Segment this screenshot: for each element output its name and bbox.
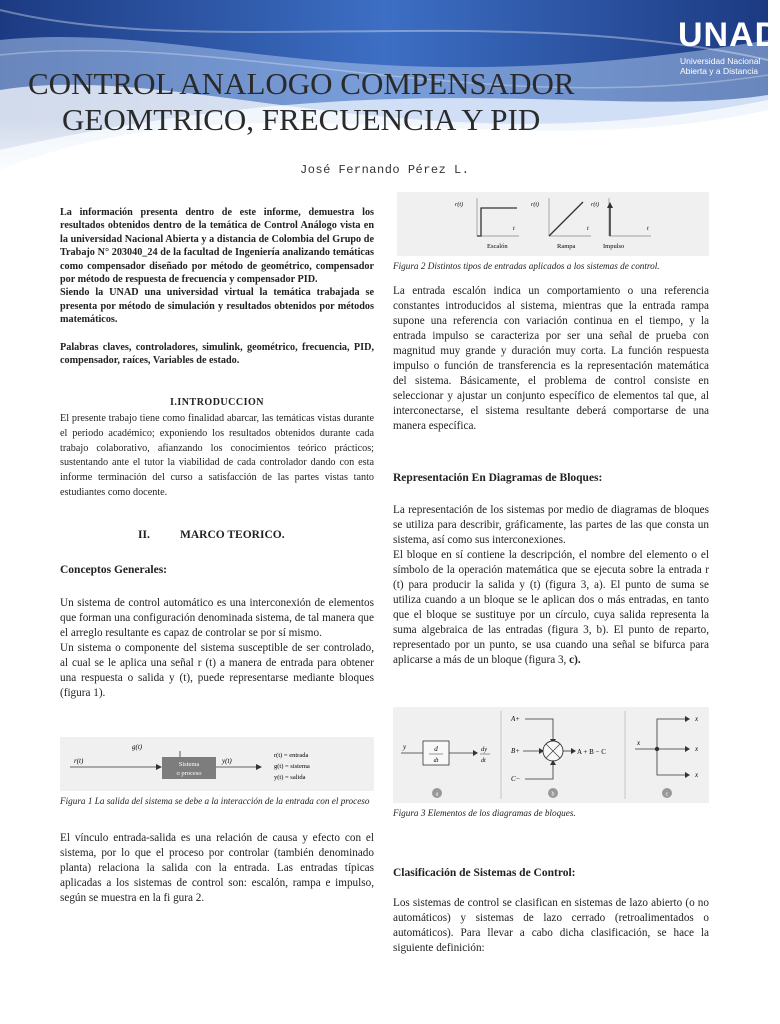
fig3-c-out-2: x bbox=[695, 745, 699, 753]
fig3-b-in2: B+ bbox=[511, 747, 520, 755]
abstract bbox=[60, 206, 374, 367]
bloques-heading: Representación En Diagramas de Bloques: bbox=[393, 472, 603, 484]
logo-name: UNAD bbox=[678, 16, 780, 54]
unad-logo bbox=[668, 6, 780, 78]
conceptos-p2: Un sistema o componente del sistema susceptible de ser controlado, al cual se le aplica una señal r (t) a manera de entrada para obtener una respuesta o salida y (t), puede representarse mediante bloques (figura 1). bbox=[60, 642, 374, 699]
bloques-text bbox=[393, 503, 709, 668]
author: José Fernando Pérez L. bbox=[300, 163, 470, 177]
fig3-tag-b: b bbox=[551, 791, 555, 798]
marco-title: MARCO TEORICO. bbox=[180, 529, 285, 541]
clasificacion-text: Los sistemas de control se clasifican en sistemas de lazo abierto (o no automáticos) y sistemas de lazo cerrado (retroalimentados o automáticos). Para llevar a cabo dicha clasificación, se hace la siguiente definición: bbox=[393, 897, 709, 954]
fig3-a-num: d bbox=[434, 745, 438, 753]
escalon-text: La entrada escalón indica un comportamiento o una referencia constantes introducidos al sistema, mientras que la entrada rampa supone una referencia con variación continua en el tiempo, y la entrada impulso se caracteriza por ser una señal de prueba con magnitud muy grande y duración muy corta. La función respuesta impulso o función de transferencia es la representación matemática del sistema. Básicamente, el problema de control consiste en seleccionar y ajustar un conjunto específico de elementos tal que, al interconectarse, el sistema resultante deberá comportarse de una manera específica. bbox=[393, 285, 709, 432]
title-line-1: CONTROL ANALOGO COMPENSADOR bbox=[28, 66, 575, 101]
fig1-block-line1: Sistema bbox=[178, 761, 200, 768]
fig1-in-label: r(t) bbox=[74, 757, 84, 765]
fig2-axis-y-1: r(t) bbox=[455, 202, 463, 208]
intro-heading: I.INTRODUCCION bbox=[170, 397, 264, 408]
fig3-b-out: A + B − C bbox=[577, 748, 606, 756]
figure-2-caption: Figura 2 Distintos tipos de entradas aplicados a los sistemas de control. bbox=[393, 261, 660, 271]
figure-3 bbox=[393, 707, 709, 803]
fig1-legend-1: r(t) = entrada bbox=[274, 752, 309, 759]
keywords: Palabras claves, controladores, simulink, geométrico, frecuencia, PID, compensador, raíces, Variables de estado. bbox=[60, 341, 374, 367]
fig3-a-out-den: dt bbox=[481, 758, 486, 764]
fig3-tag-c: c bbox=[665, 791, 669, 798]
figure-2 bbox=[397, 192, 709, 256]
fig1-g-label: g(t) bbox=[132, 743, 143, 751]
fig2-step-curve bbox=[477, 208, 517, 236]
page-title bbox=[28, 66, 608, 138]
fig2-axis-y-2: r(t) bbox=[531, 202, 539, 208]
fig2-axis-x-1: t bbox=[513, 226, 515, 232]
fig3-a-den: dt bbox=[433, 758, 439, 764]
fig3-b-in3: C− bbox=[511, 775, 521, 783]
logo-subtitle: Universidad Nacional Abierta y a Distancia bbox=[680, 56, 761, 76]
abstract-p2: Siendo la UNAD una universidad virtual la temática trabajada se presenta por método de simulación y resultados obtenidos por métodos matemáticos. bbox=[60, 287, 374, 326]
fig2-label-escalon: Escalón bbox=[487, 243, 508, 250]
fig2-axis-y-3: r(t) bbox=[591, 202, 599, 208]
figure-1 bbox=[60, 737, 374, 791]
conceptos-text bbox=[60, 596, 374, 701]
fig2-axis-x-3: t bbox=[647, 226, 649, 232]
fig1-block-line2: o proceso bbox=[176, 770, 202, 777]
fig3-tag-a: a bbox=[435, 791, 439, 798]
fig1-out-label: y(t) bbox=[222, 757, 232, 765]
fig1-legend-3: y(t) = salida bbox=[274, 774, 306, 781]
vinculo-text: El vínculo entrada-salida es una relación de causa y efecto con el sistema, por lo que el proceso por controlar (también denominado planta) relaciona la salida con la entrada. Las entradas típicas aplicadas a los sistemas de control son: escalón, rampa e impulso, según se muestra en la fi gura 2. bbox=[60, 832, 374, 904]
fig2-label-impulso: Impulso bbox=[603, 243, 625, 250]
fig3-c-in: x bbox=[637, 739, 641, 747]
intro-text: El presente trabajo tiene como finalidad abarcar, las temáticas vistas durante el periodo académico; exponiendo los resultados obtenidos durante cada trabajo colaborativo, afianzando los conocimientos teórico prácticos; sustentando ante el tutor la viabilidad de cada controlador dando con esta informe terminación del curso a satisfacción de las partes vistas tanto estudiantes como docente. bbox=[60, 413, 374, 498]
fig1-legend-2: g(t) = sistema bbox=[274, 763, 310, 770]
bloques-p1: La representación de los sistemas por medio de diagramas de bloques se utiliza para describir, gráficamente, las partes de las que consta un sistema, así como sus interconexiones. bbox=[393, 504, 709, 546]
marco-number: II. bbox=[138, 529, 150, 541]
fig2-axis-x-2: t bbox=[587, 226, 589, 232]
fig3-b-in1: A+ bbox=[511, 715, 520, 723]
fig3-a-in: y bbox=[403, 743, 407, 751]
abstract-p1: La información presenta dentro de este informe, demuestra los resultados obtenidos dentro de la temática de Control Análogo vista en la universidad Nacional Abierta y a distancia de Colombia del Grupo de Trabajo N° 203040_24 de la facultad de Ingeniería analizando temáticas como compensador diseñado por método de geométrico, compensador por método de respuesta de frecuencia y compensador PID. bbox=[60, 207, 374, 286]
conceptos-heading: Conceptos Generales: bbox=[60, 564, 167, 576]
fig2-ramp-curve bbox=[549, 202, 583, 236]
figure-3-caption: Figura 3 Elementos de los diagramas de bloques. bbox=[393, 808, 576, 818]
bloques-p2: El bloque en sí contiene la descripción, el nombre del elemento o el símbolo de la operación matemática que se ejecuta sobre la entrada r (t) para producir la salida y (t) (figura 3, a). El punto de suma se utiliza cuando a un bloque se le aplican dos o más entradas, en tanto que el bloque se sustituye por un círculo, cuya salida representa la suma algebraica de las entradas (figura 3, b). El punto de reparto, representado por un punto, se usa cuando una señal se bifurca para aplicarse a más de un bloque (figura 3, c). bbox=[393, 549, 709, 666]
fig3-a-out-num: dy bbox=[481, 746, 488, 753]
fig3-c-out-1: x bbox=[695, 715, 699, 723]
figure-1-caption: Figura 1 La salida del sistema se debe a la interacción de la entrada con el proceso bbox=[60, 796, 370, 806]
title-line-2: GEOMTRICO, FRECUENCIA Y PID bbox=[62, 102, 541, 137]
fig3-c-out-3: x bbox=[695, 771, 699, 779]
fig2-label-rampa: Rampa bbox=[557, 243, 576, 250]
clasificacion-heading: Clasificación de Sistemas de Control: bbox=[393, 867, 576, 879]
conceptos-p1: Un sistema de control automático es una interconexión de elementos que forman una configuración denominada sistema, de tal manera que el arreglo resultante es capaz de controlar se por sí mismo. bbox=[60, 597, 374, 639]
